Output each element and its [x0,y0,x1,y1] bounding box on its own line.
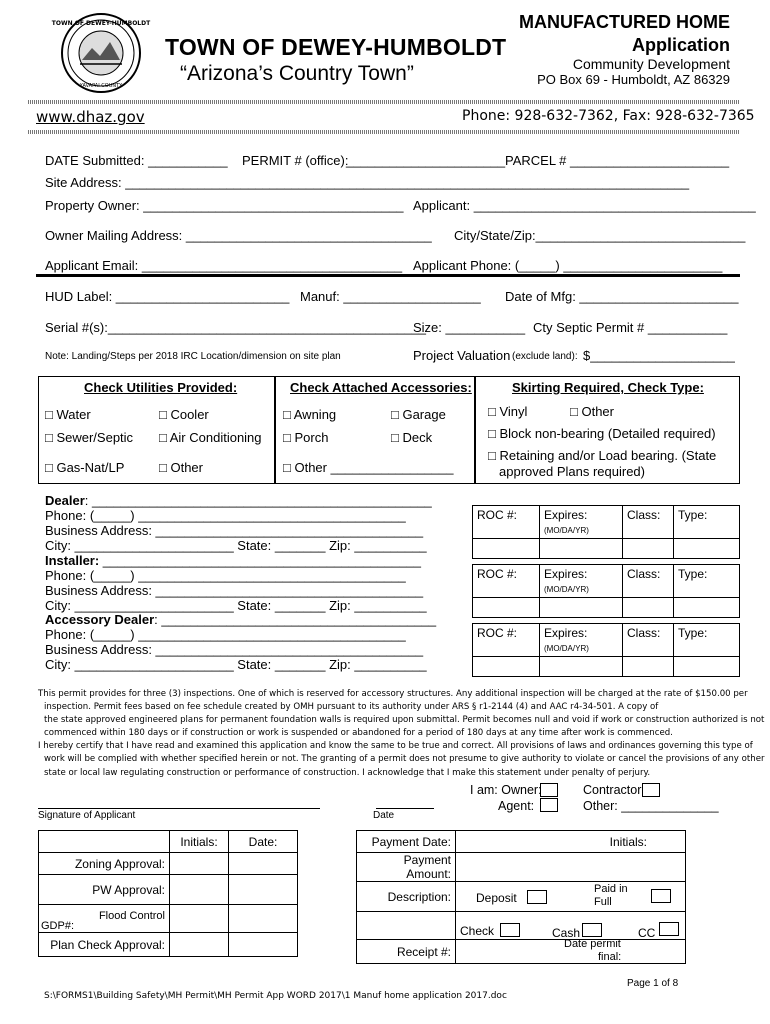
skirting-heading: Skirting Required, Check Type: [512,380,704,395]
pw-initials[interactable] [170,875,229,905]
type-label: Type: [674,565,740,598]
deposit-label: Deposit [476,891,517,905]
class-label: Class: [623,565,674,598]
receipt-label: Receipt #: [357,940,456,964]
pw-date[interactable] [229,875,298,905]
plan-date[interactable] [229,933,298,957]
date-label: Date [373,810,395,821]
hud-label-field[interactable]: HUD Label: ________________________ [45,289,290,304]
contractor-checkbox[interactable] [642,783,660,797]
utilities-heading: Check Utilities Provided: [84,380,238,395]
roc-label: ROC #: [473,624,540,657]
applicant-phone-field[interactable]: Applicant Phone: (_____) ______________________ [413,258,723,273]
permit-final-label-2: final: [598,951,622,963]
payment-initials-label: Initials: [609,835,647,849]
roc-cell[interactable] [473,657,540,677]
dealer-city-field[interactable]: City: ______________________ State: _______ Zip: __________ [45,538,427,553]
zoning-date[interactable] [229,853,298,875]
initials-header: Initials: [170,831,229,853]
septic-permit-field[interactable]: Cty Septic Permit # ___________ [533,320,728,335]
installer-label: Installer: [45,553,100,568]
accessory-dealer-label: Accessory Dealer [45,612,155,627]
contractor-label: Contractor [583,783,642,797]
other-field[interactable]: Other: ______________ [583,799,719,813]
payment-table [356,830,686,964]
water-checkbox[interactable]: □ Water [45,407,91,422]
plan-initials[interactable] [170,933,229,957]
awning-checkbox[interactable]: □ Awning [283,407,337,422]
utility-other-checkbox[interactable]: □ Other [159,460,203,475]
property-owner-field[interactable]: Property Owner: ____________________________________ [45,198,404,213]
type-cell[interactable] [674,657,740,677]
expires-cell[interactable] [540,539,623,559]
paid-in-label: Paid in [594,883,628,895]
payment-date-label: Payment Date: [357,831,456,853]
disclaimer-line: commenced within 180 days or if construction or work is suspended or abandoned for a period of 180 days at any time after work is commenced. [44,728,673,738]
dealer-roc-table [472,505,740,559]
type-cell[interactable] [674,598,740,618]
divider [28,130,740,134]
dealer-phone-field[interactable]: Phone: (_____) _____________________________________ [45,508,406,523]
town-motto: “Arizona’s Country Town” [180,62,414,85]
form-subtitle: Application [632,35,730,55]
landing-note: Note: Landing/Steps per 2018 IRC Location/dimension on site plan [45,351,341,362]
svg-text:YAVAPAI COUNTY: YAVAPAI COUNTY [79,83,123,89]
manufacturer-field[interactable]: Manuf: ___________________ [300,289,481,304]
file-path: S:\FORMS1\Building Safety\MH Permit\MH Permit App WORD 2017\1 Manuf home application 2017.doc [44,991,507,1001]
mailing-address-field[interactable]: Owner Mailing Address: __________________________________ [45,228,432,243]
class-label: Class: [623,624,674,657]
serial-field[interactable]: Serial #(s):____________________________________________ [45,320,426,335]
check-label: Check [460,924,495,938]
roc-label: ROC #: [473,506,540,539]
flood-initials[interactable] [170,905,229,933]
installer-city-field[interactable]: City: ______________________ State: _______ Zip: __________ [45,598,427,613]
permit-label: PERMIT # (office): [242,153,349,168]
cc-checkbox[interactable] [659,922,679,936]
full-label: Full [594,896,612,908]
department: Community Development [572,56,730,72]
website-link[interactable]: www.dhaz.gov [36,108,145,126]
mailing-address: PO Box 69 - Humboldt, AZ 86329 [537,72,730,87]
permit-field[interactable]: ______________________ [346,153,506,168]
expires-cell[interactable] [540,657,623,677]
phone-fax: Phone: 928-632-7362, Fax: 928-632-7365 [462,108,755,124]
expires-cell[interactable] [540,598,623,618]
type-label: Type: [674,506,740,539]
type-cell[interactable] [674,539,740,559]
sewer-checkbox[interactable]: □ Sewer/Septic [45,430,134,445]
flood-date[interactable] [229,905,298,933]
deck-checkbox[interactable]: □ Deck [391,430,433,445]
owner-checkbox[interactable] [540,783,558,797]
disclaimer-line: the state approved engineered plans for permanent foundation walls is required upon submittal. Permit becomes null and void if work or construction authorized is not [44,715,765,725]
date-of-mfg-field[interactable]: Date of Mfg: ______________________ [505,289,739,304]
zoning-initials[interactable] [170,853,229,875]
description-label: Description: [357,882,456,912]
garage-checkbox[interactable]: □ Garage [391,407,446,422]
accessory-roc-table [472,623,740,677]
class-cell[interactable] [623,657,674,677]
vinyl-checkbox[interactable]: □ Vinyl [488,404,528,419]
applicant-email-field[interactable]: Applicant Email: ____________________________________ [45,258,403,273]
type-label: Type: [674,624,740,657]
valuation-field[interactable]: $____________________ [583,348,735,363]
expires-label: Expires: [544,567,588,581]
dealer-label: Dealer [45,493,85,508]
disclaimer-line: state or local law regulating construction or performance of construction. I acknowledge that I make this statement under penalty of perjury. [44,768,651,778]
divider [28,100,740,104]
zoning-label: Zoning Approval: [39,853,170,875]
installer-phone-field[interactable]: Phone: (_____) _____________________________________ [45,568,406,583]
dealer-address-field[interactable]: Business Address: _____________________________________ [45,523,424,538]
divider [36,274,740,277]
skirting-other-checkbox[interactable]: □ Other [570,404,614,419]
date-header: Date: [229,831,298,853]
town-name: TOWN OF DEWEY-HUMBOLDT [165,34,507,60]
cash-label: Cash [552,926,581,940]
accessories-heading: Check Attached Accessories: [290,380,472,395]
pw-label: PW Approval: [39,875,170,905]
form-title: MANUFACTURED HOME [519,12,730,32]
accessory-dealer-field[interactable]: : ______________________________________ [154,612,437,627]
payment-amount-cell[interactable] [456,853,686,882]
block-checkbox[interactable]: □ Block non-bearing (Detailed required) [488,426,716,441]
permit-final-label: Date permit [564,938,621,950]
disclaimer-line: inspection. Permit fees based on fee schedule created by OMH pursuant to its authority under ARS § r1-2144 (4) and AAC r4-34-501. A copy of [44,702,659,712]
roc-cell[interactable] [473,598,540,618]
check-checkbox[interactable] [500,923,520,937]
agent-checkbox[interactable] [540,798,558,812]
installer-field[interactable]: ____________________________________________ [99,553,421,568]
payment-amount-label: Payment Amount: [357,853,456,882]
class-cell[interactable] [623,539,674,559]
blank-cell [357,912,456,940]
class-label: Class: [623,506,674,539]
valuation-label: Project Valuation [413,348,511,363]
dealer-field[interactable]: : _______________________________________________ [84,493,432,508]
site-address-field[interactable]: Site Address: ______________________________________________________________________________ [45,175,690,190]
date-format: (MO/DA/YR) [544,644,589,653]
retaining-checkbox[interactable]: □ Retaining and/or Load bearing. (State [488,448,717,463]
page-number: Page 1 of 8 [627,978,679,989]
roc-cell[interactable] [473,539,540,559]
signature-label: Signature of Applicant [38,810,136,821]
date-submitted-field[interactable]: DATE Submitted: ___________ [45,153,228,168]
installer-address-field[interactable]: Business Address: _____________________________________ [45,583,424,598]
roc-label: ROC #: [473,565,540,598]
paid-full-checkbox[interactable] [651,889,671,903]
svg-text:TOWN OF DEWEY-HUMBOLDT: TOWN OF DEWEY-HUMBOLDT [51,20,151,27]
installer-roc-table [472,564,740,618]
gas-checkbox[interactable]: □ Gas-Nat/LP [45,460,125,475]
gdp-label: GDP#: [41,920,75,932]
ac-checkbox[interactable]: □ Air Conditioning [159,430,262,445]
disclaimer-line: work will be complied with whether specified herein or not. The granting of a permit does not presume to give authority to violate or cancel the provisions of any other [44,754,765,764]
applicant-field[interactable]: Applicant: _______________________________________ [413,198,756,213]
agent-label: Agent: [498,799,535,813]
approvals-table [38,830,298,957]
date-format: (MO/DA/YR) [544,526,589,535]
iam-owner-label: I am: Owner: [470,783,542,797]
cc-label: CC [638,926,656,940]
deposit-checkbox[interactable] [527,890,547,904]
retaining-note: approved Plans required) [499,464,645,479]
town-seal-logo [51,12,151,94]
flood-label: Flood Control [98,909,165,922]
parcel-field[interactable]: PARCEL # ______________________ [505,153,730,168]
date-line[interactable] [376,808,434,809]
expires-label: Expires: [544,508,588,522]
accessory-other-checkbox[interactable]: □ Other _________________ [283,460,454,475]
accessory-dealer-city-field[interactable]: City: ______________________ State: _______ Zip: __________ [45,657,427,672]
disclaimer-line: This permit provides for three (3) inspections. One of which is reserved for accessory structures. Any additional inspection will be charged at the rate of $150.00 per [38,689,748,699]
expires-label: Expires: [544,626,588,640]
city-state-zip-field[interactable]: City/State/Zip:_____________________________ [454,228,746,243]
signature-line[interactable] [38,808,320,809]
size-field[interactable]: Size: ___________ [413,320,526,335]
accessory-dealer-phone-field[interactable]: Phone: (_____) _____________________________________ [45,627,406,642]
plan-check-label: Plan Check Approval: [39,933,170,957]
disclaimer-line: I hereby certify that I have read and examined this application and know the same to be true and correct. All provisions of laws and ordinances governing this type of [38,741,753,751]
accessory-dealer-address-field[interactable]: Business Address: _____________________________________ [45,642,424,657]
cooler-checkbox[interactable]: □ Cooler [159,407,209,422]
date-format: (MO/DA/YR) [544,585,589,594]
cash-checkbox[interactable] [582,923,602,937]
class-cell[interactable] [623,598,674,618]
porch-checkbox[interactable]: □ Porch [283,430,329,445]
valuation-note: (exclude land): [512,351,578,362]
